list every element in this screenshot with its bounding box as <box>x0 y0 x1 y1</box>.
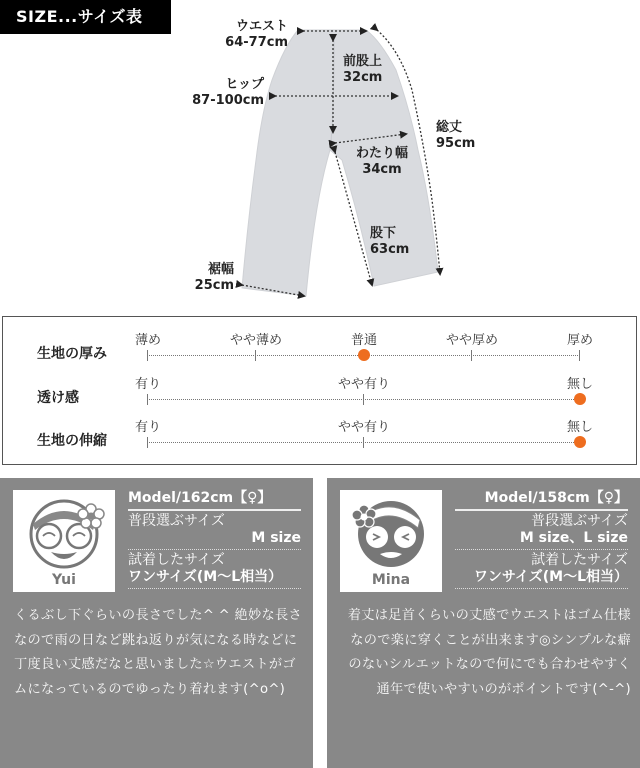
hem-width-measurement <box>188 262 234 294</box>
size-chart-title: SIZE...サイズ表 <box>0 0 171 34</box>
inseam-measurement <box>370 226 409 258</box>
model-name: Yui <box>52 572 76 588</box>
scale-label: 厚め <box>566 333 594 348</box>
tried-size-value: ワンサイズ(M〜L相当） <box>473 569 628 585</box>
fabric-row-stretch <box>3 416 636 456</box>
usual-size-label: 普段選ぶサイズ <box>128 513 225 529</box>
front-rise-value: 32cm <box>343 70 383 85</box>
scale-label: やや薄め <box>229 333 283 348</box>
scale-label: 有り <box>134 420 162 435</box>
avatar <box>340 490 442 592</box>
tried-size-value: ワンサイズ(M〜L相当） <box>128 569 283 585</box>
model-card-yui <box>0 478 313 768</box>
usual-size-value: M size <box>251 530 301 546</box>
front-rise-label: 前股上 <box>343 54 383 69</box>
tried-size-label: 試着したサイズ <box>531 552 628 568</box>
tried-size-block <box>455 550 628 589</box>
scale-tick <box>255 350 256 361</box>
waist-measurement <box>214 19 288 51</box>
pants-measurement-diagram <box>0 0 640 310</box>
scale-tick <box>363 394 364 405</box>
scale-tick <box>471 350 472 361</box>
waist-label: ウエスト <box>235 19 288 34</box>
usual-size-value: M size、L size <box>519 530 628 546</box>
hem-width-label: 裾幅 <box>207 262 234 277</box>
model-name: Mina <box>371 572 411 588</box>
tried-size-label: 試着したサイズ <box>128 552 225 568</box>
selected-marker <box>574 436 586 448</box>
model-info <box>455 488 628 589</box>
fabric-row-transparency <box>3 373 636 413</box>
hem-width-value: 25cm <box>194 278 234 293</box>
usual-size-block <box>128 511 301 550</box>
hip-measurement <box>180 77 264 109</box>
model-comment: 着丈は足首くらいの丈感でウエストはゴム仕様なので楽に穿くことが出来ます◎シンプルな癖のないシルエットなので何にでも合わせやすく通年で使いやすいのがポイントです(^-^) <box>347 608 631 697</box>
thigh-width-label: わたり幅 <box>355 146 408 161</box>
thigh-width-value: 34cm <box>362 162 402 177</box>
scale-tick <box>579 350 580 361</box>
fabric-row-thickness <box>3 329 636 369</box>
waist-value: 64-77cm <box>225 35 288 50</box>
inseam-value: 63cm <box>370 242 410 257</box>
fabric-row-label: 透け感 <box>37 390 79 406</box>
total-length-value: 95cm <box>436 136 476 151</box>
fabric-properties-chart <box>2 316 637 465</box>
scale-tick <box>147 394 148 405</box>
thigh-width-measurement <box>348 146 416 178</box>
scale-label: 普通 <box>350 333 378 348</box>
front-rise-measurement <box>343 54 382 86</box>
inseam-label: 股下 <box>370 226 397 241</box>
scale-label: 薄め <box>134 333 162 348</box>
fabric-row-label: 生地の伸縮 <box>37 433 107 449</box>
pants-illustration-icon <box>0 0 640 310</box>
hip-value: 87-100cm <box>192 93 264 108</box>
tried-size-block <box>128 550 301 589</box>
scale-label: 無し <box>566 377 594 392</box>
scale-tick <box>147 437 148 448</box>
model-height: Model/158cm【♀】 <box>455 488 628 511</box>
usual-size-block <box>455 511 628 550</box>
model-info <box>128 488 301 589</box>
scale-label: 無し <box>566 420 594 435</box>
selected-marker <box>574 393 586 405</box>
total-length-label: 総丈 <box>436 120 463 135</box>
scale-label: 有り <box>134 377 162 392</box>
scale-label: やや有り <box>337 377 391 392</box>
model-height: Model/162cm【♀】 <box>128 488 301 511</box>
total-length-measurement <box>436 120 475 152</box>
scale-tick <box>363 437 364 448</box>
model-card-mina <box>327 478 640 768</box>
avatar <box>13 490 115 592</box>
fabric-row-label: 生地の厚み <box>37 346 107 362</box>
scale-label: やや有り <box>337 420 391 435</box>
usual-size-label: 普段選ぶサイズ <box>531 513 628 529</box>
scale-label: やや厚め <box>445 333 499 348</box>
model-comment: くるぶし下ぐらいの長さでした^ ^ 絶妙な長さなので雨の日など跳ね返りが気になる時などに丁度良い丈感だなと思いました☆ウエストがゴムになっているのでゆったり着れます(^o^) <box>14 608 302 697</box>
selected-marker <box>358 349 370 361</box>
scale-tick <box>147 350 148 361</box>
hip-label: ヒップ <box>225 77 264 92</box>
